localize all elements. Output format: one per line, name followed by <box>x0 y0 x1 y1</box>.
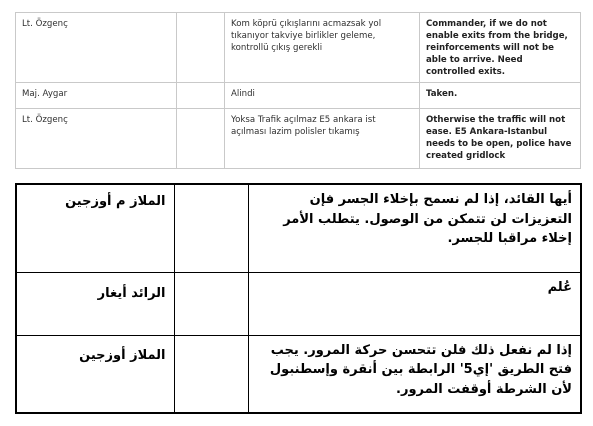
speaker-cell: الرائد أيغار <box>16 272 174 335</box>
turkish-cell: Alindi <box>225 83 420 109</box>
turkish-cell: Yoksa Trafik açılmaz E5 ankara ist açılması lazim polisler tıkamış <box>225 109 420 169</box>
english-cell: Otherwise the traffic will not ease. E5 Ankara-Istanbul needs to be open, police have created gridlock <box>420 109 581 169</box>
arabic-text-cell: إذا لم نفعل ذلك فلن تتحسن حركة المرور. يجب فتح الطريق 'إي5' الرابطة بين أنقرة وإسطنبول لأن الشرطة أوقفت المرور. <box>248 335 581 413</box>
blank-cell <box>174 335 248 413</box>
speaker-cell: Lt. Özgenç <box>16 109 177 169</box>
turkish-cell: Kom köprü çıkışlarını acmazsak yol tıkanıyor takviye birlikler geleme, kontrollü çıkış gerekli <box>225 13 420 83</box>
original-transcript-table <box>15 12 581 169</box>
blank-cell <box>177 13 225 83</box>
speaker-cell: Lt. Özgenç <box>16 13 177 83</box>
speaker-cell: الملاز م أوزجين <box>16 184 174 272</box>
table-row <box>16 335 581 413</box>
arabic-text-cell: أيها القائد، إذا لم نسمح بإخلاء الجسر فإن التعزيزات لن تتمكن من الوصول. يتطلب الأمر إخلاء مراقبا للجسر. <box>248 184 581 272</box>
blank-cell <box>177 83 225 109</box>
speaker-cell: الملاز أوزجين <box>16 335 174 413</box>
arabic-translation-table <box>15 183 582 414</box>
speaker-cell: Maj. Aygar <box>16 83 177 109</box>
english-cell: Commander, if we do not enable exits from the bridge, reinforcements will not be able to arrive. Need controlled exits. <box>420 13 581 83</box>
arabic-text-cell: عُلم <box>248 272 581 335</box>
blank-cell <box>177 109 225 169</box>
blank-cell <box>174 184 248 272</box>
blank-cell <box>174 272 248 335</box>
table-row <box>16 109 581 169</box>
table-row <box>16 272 581 335</box>
english-cell: Taken. <box>420 83 581 109</box>
table-row <box>16 13 581 83</box>
table-row <box>16 184 581 272</box>
table-row <box>16 83 581 109</box>
